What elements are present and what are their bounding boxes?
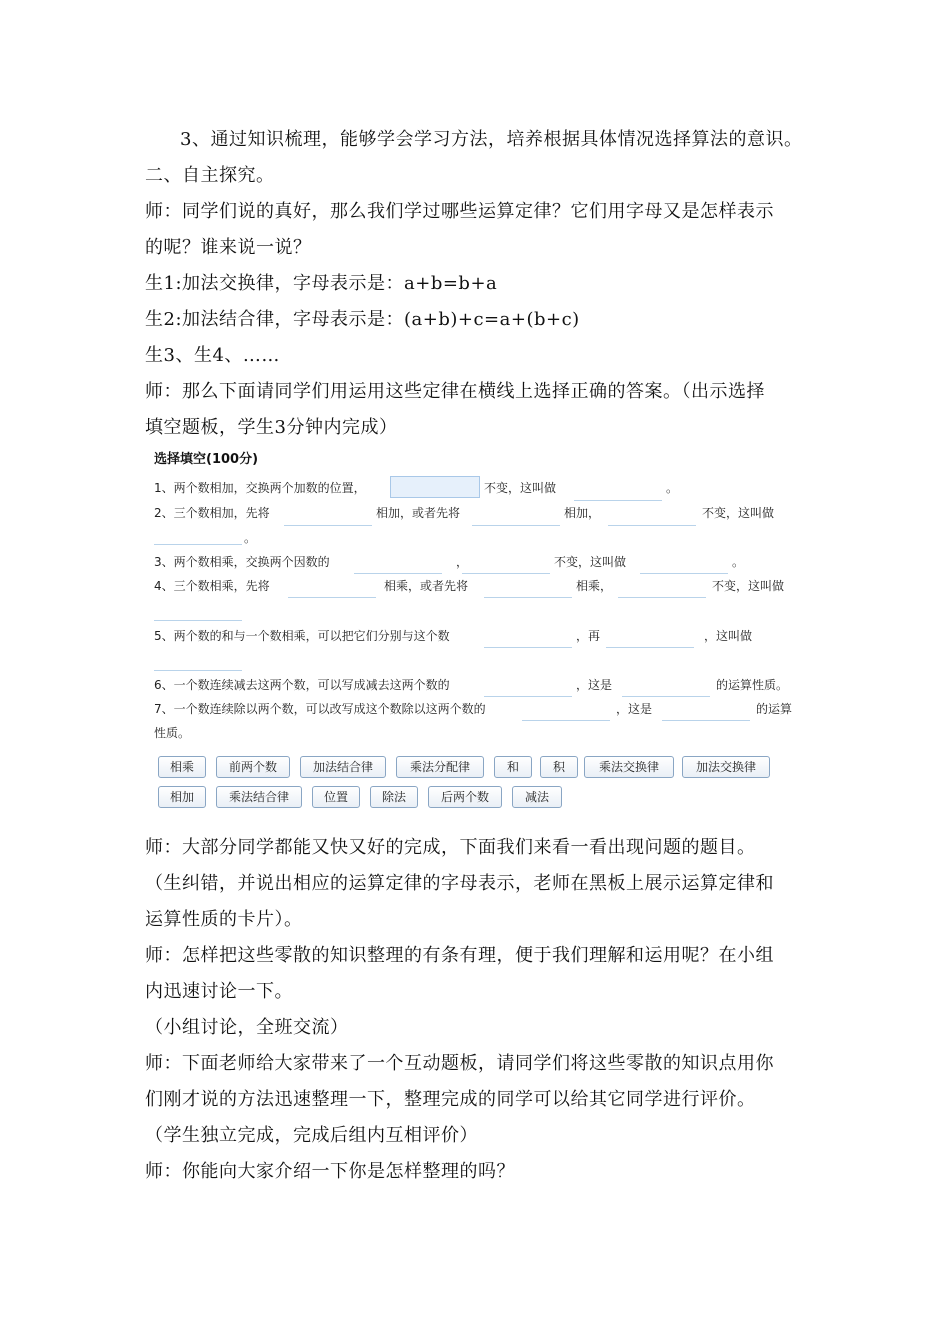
paragraph-note-1b: 运算性质的卡片）。 bbox=[145, 909, 303, 930]
q2-text-a: 2、三个数相加，先将 bbox=[154, 506, 270, 520]
paragraph-teacher-5b: 们刚才说的方法迅速整理一下，整理完成的同学可以给其它同学进行评价。 bbox=[145, 1089, 756, 1110]
q7-text-b: ，这是 bbox=[616, 702, 653, 716]
q4-blank-1[interactable] bbox=[288, 577, 376, 598]
paragraph-note-2: （小组讨论，全班交流） bbox=[145, 1017, 349, 1038]
q3-text-a: 3、两个数相乘，交换两个因数的 bbox=[154, 555, 330, 569]
q2-text-b: 相加，或者先将 bbox=[376, 506, 461, 520]
q2-blank-1[interactable] bbox=[284, 505, 372, 526]
option-chip[interactable]: 相加 bbox=[158, 786, 206, 808]
q4-text-a: 4、三个数相乘，先将 bbox=[154, 579, 270, 593]
q5-text-a: 5、两个数的和与一个数相乘，可以把它们分别与这个数 bbox=[154, 629, 450, 643]
option-chip[interactable]: 加法结合律 bbox=[300, 756, 386, 778]
option-chip[interactable]: 和 bbox=[494, 756, 532, 778]
section-heading: 二、自主探究。 bbox=[145, 165, 275, 186]
paragraph-student-3: 生3、生4、…… bbox=[145, 345, 280, 366]
q5-blank-2[interactable] bbox=[606, 627, 694, 648]
option-chip[interactable]: 乘法分配律 bbox=[396, 756, 484, 778]
q1-text-c: 。 bbox=[666, 481, 679, 495]
q7-text-a: 7、一个数连续除以两个数，可以改写成这个数除以这两个数的 bbox=[154, 702, 486, 716]
option-chip[interactable]: 前两个数 bbox=[216, 756, 290, 778]
q2-blank-2[interactable] bbox=[472, 505, 560, 526]
q7-blank-1[interactable] bbox=[522, 700, 610, 721]
q1-text-a: 1、两个数相加，交换两个加数的位置， bbox=[154, 481, 366, 495]
q2-blank-4[interactable] bbox=[154, 524, 242, 545]
q4-blank-2[interactable] bbox=[484, 577, 572, 598]
paragraph-note-1a: （生纠错，并说出相应的运算定律的字母表示，老师在黑板上展示运算定律和 bbox=[145, 873, 774, 894]
option-chip[interactable]: 积 bbox=[540, 756, 578, 778]
paragraph-teacher-3: 师：大部分同学都能又快又好的完成，下面我们来看一看出现问题的题目。 bbox=[145, 837, 756, 858]
q1-blank-2[interactable] bbox=[574, 480, 662, 501]
option-chip[interactable]: 位置 bbox=[312, 786, 360, 808]
q4-text-d: 不变，这叫做 bbox=[712, 579, 785, 593]
q1-blank-1[interactable] bbox=[390, 476, 480, 498]
option-chip[interactable]: 加法交换律 bbox=[682, 756, 770, 778]
option-chip[interactable]: 乘法交换律 bbox=[584, 756, 674, 778]
q7-text-c: 的运算 bbox=[756, 702, 793, 716]
q3-text-c: 不变，这叫做 bbox=[554, 555, 627, 569]
paragraph-student-1: 生1:加法交换律，字母表示是：a+b=b+a bbox=[145, 273, 498, 294]
paragraph-teacher-2b: 填空题板，学生3分钟内完成） bbox=[145, 417, 398, 438]
q3-blank-2[interactable] bbox=[462, 553, 550, 574]
q4-blank-3[interactable] bbox=[618, 577, 706, 598]
q3-blank-1[interactable] bbox=[354, 553, 442, 574]
q2-blank-3[interactable] bbox=[608, 505, 696, 526]
paragraph-teacher-2a: 师：那么下面请同学们用运用这些定律在横线上选择正确的答案。（出示选择 bbox=[145, 381, 765, 402]
q4-text-b: 相乘，或者先将 bbox=[384, 579, 469, 593]
paragraph-teacher-1b: 的呢？谁来说一说？ bbox=[145, 237, 312, 258]
q3-text-d: 。 bbox=[732, 555, 745, 569]
option-chip[interactable]: 相乘 bbox=[158, 756, 206, 778]
q3-text-b: ， bbox=[456, 555, 469, 569]
q7-blank-2[interactable] bbox=[662, 700, 750, 721]
paragraph-student-2: 生2:加法结合律，字母表示是：(a+b)+c=a+(b+c) bbox=[145, 309, 580, 330]
option-chip[interactable]: 乘法结合律 bbox=[216, 786, 302, 808]
paragraph-note-3: （学生独立完成，完成后组内互相评价） bbox=[145, 1125, 478, 1146]
q6-blank-1[interactable] bbox=[484, 676, 572, 697]
q7-text-d: 性质。 bbox=[154, 726, 191, 740]
paragraph-teacher-6: 师：你能向大家介绍一下你是怎样整理的吗？ bbox=[145, 1161, 515, 1182]
paragraph-goal-3: 3、通过知识梳理，能够学会学习方法，培养根据具体情况选择算法的意识。 bbox=[180, 129, 803, 150]
q5-text-c: ，这叫做 bbox=[704, 629, 753, 643]
paragraph-teacher-1a: 师：同学们说的真好，那么我们学过哪些运算定律？它们用字母又是怎样表示 bbox=[145, 201, 774, 222]
option-chip[interactable]: 后两个数 bbox=[428, 786, 502, 808]
q6-text-b: ，这是 bbox=[576, 678, 613, 692]
option-chip[interactable]: 减法 bbox=[512, 786, 562, 808]
paragraph-teacher-5a: 师：下面老师给大家带来了一个互动题板，请同学们将这些零散的知识点用你 bbox=[145, 1053, 774, 1074]
quiz-title: 选择填空(100分) bbox=[154, 452, 259, 467]
q3-blank-3[interactable] bbox=[640, 553, 728, 574]
q5-blank-3[interactable] bbox=[154, 650, 242, 671]
q4-text-c: 相乘， bbox=[576, 579, 613, 593]
fill-in-quiz-panel bbox=[150, 448, 810, 818]
q6-blank-2[interactable] bbox=[622, 676, 710, 697]
q2-text-c: 相加， bbox=[564, 506, 601, 520]
q6-text-a: 6、一个数连续减去这两个数，可以写成减去这两个数的 bbox=[154, 678, 450, 692]
q5-text-b: ，再 bbox=[576, 629, 601, 643]
paragraph-teacher-4a: 师：怎样把这些零散的知识整理的有条有理，便于我们理解和运用呢？在小组 bbox=[145, 945, 774, 966]
q2-text-d: 不变，这叫做 bbox=[702, 506, 775, 520]
q2-text-e: 。 bbox=[244, 531, 257, 545]
option-chip[interactable]: 除法 bbox=[370, 786, 418, 808]
paragraph-teacher-4b: 内迅速讨论一下。 bbox=[145, 981, 293, 1002]
q1-text-b: 不变，这叫做 bbox=[484, 481, 557, 495]
q5-blank-1[interactable] bbox=[484, 627, 572, 648]
q4-blank-4[interactable] bbox=[154, 600, 242, 621]
q6-text-c: 的运算性质。 bbox=[716, 678, 789, 692]
